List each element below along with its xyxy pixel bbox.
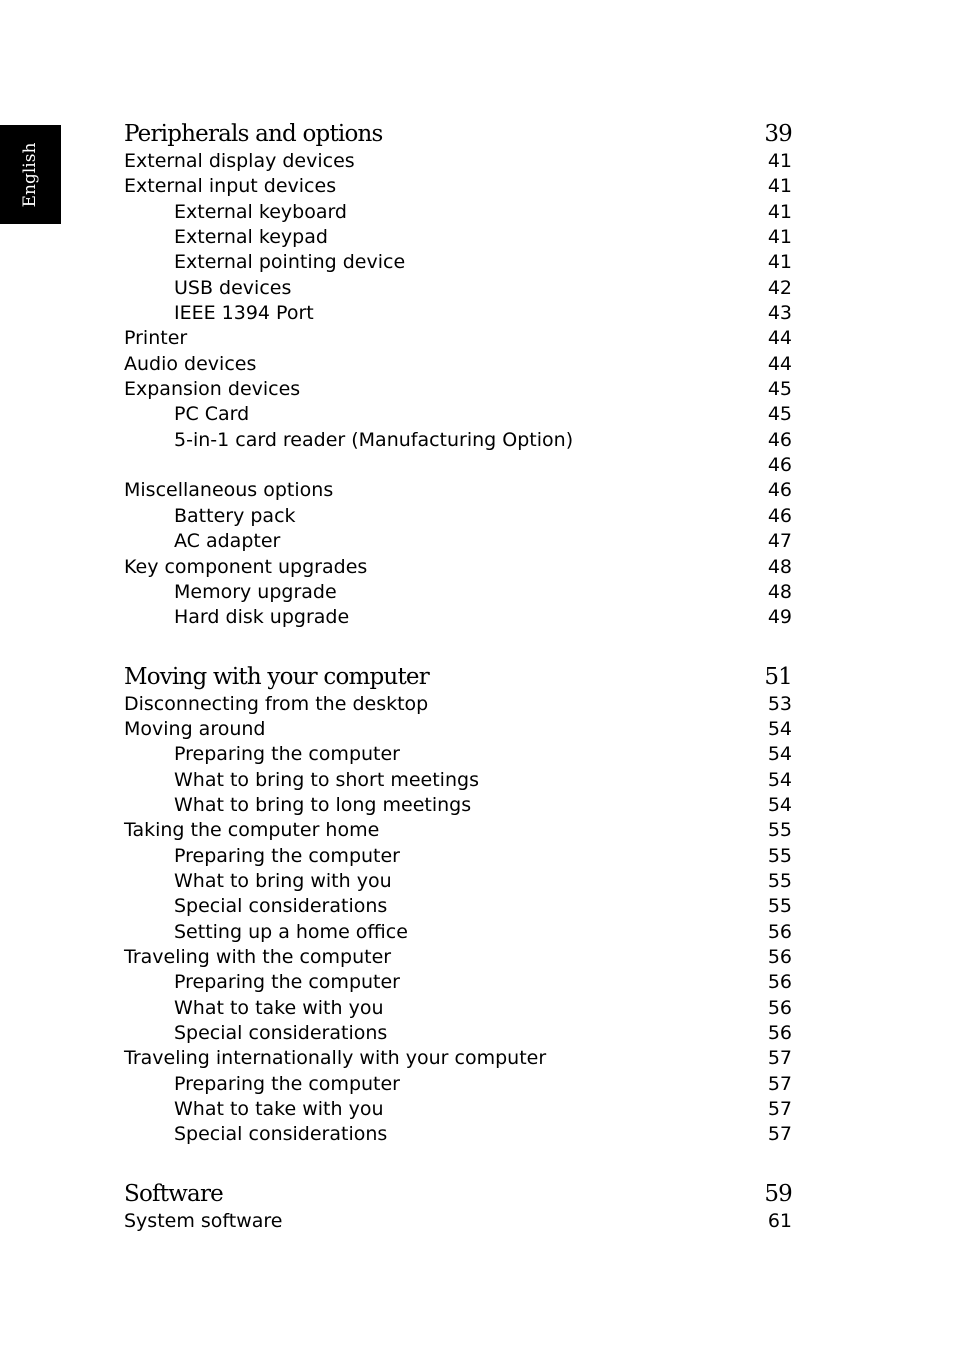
- toc-entry-page: 46: [767, 428, 792, 451]
- toc-entry-title: What to bring with you: [174, 869, 392, 892]
- toc-entry-title: PC Card: [174, 403, 250, 426]
- toc-entry-list: [124, 692, 792, 1148]
- toc-entry[interactable]: [124, 149, 792, 174]
- toc-entry-list: [124, 149, 792, 631]
- toc-entry-page: 61: [767, 1209, 792, 1232]
- section-page-number: 59: [764, 1180, 792, 1207]
- toc-entry-title: External keyboard: [174, 200, 347, 223]
- toc-entry-title: What to bring to short meetings: [174, 768, 479, 791]
- toc-entry-page: 54: [767, 717, 792, 740]
- toc-section: [124, 1179, 792, 1234]
- toc-entry-title: 5-in-1 card reader (Manufacturing Option): [174, 428, 574, 451]
- section-heading[interactable]: [124, 662, 792, 692]
- toc-entry-title: Key component upgrades: [124, 555, 368, 578]
- toc-entry-page: 56: [767, 996, 792, 1019]
- toc-entry[interactable]: [124, 692, 792, 717]
- toc-entry-page: 41: [767, 150, 792, 172]
- toc-entry[interactable]: [124, 555, 792, 580]
- toc-entry-page: 46: [767, 454, 792, 477]
- toc-entry[interactable]: [124, 970, 792, 995]
- toc-entry-page: 56: [767, 1022, 792, 1044]
- toc-entry-title: Printer: [124, 327, 188, 350]
- toc-entry[interactable]: [124, 200, 792, 225]
- toc-entry[interactable]: [124, 920, 792, 945]
- toc-entry-title: External display devices: [124, 150, 355, 172]
- toc-entry-page: 54: [767, 768, 792, 791]
- toc-entry-title: Taking the computer home: [124, 819, 380, 842]
- toc-entry[interactable]: [124, 276, 792, 301]
- section-title: Moving with your computer: [124, 663, 429, 690]
- toc-entry[interactable]: [124, 225, 792, 250]
- toc-entry-title: Battery pack: [174, 504, 296, 527]
- toc-entry[interactable]: [124, 742, 792, 767]
- toc-entry[interactable]: [124, 1097, 792, 1122]
- toc-entry-page: 46: [767, 479, 792, 502]
- toc-entry-title: Special considerations: [174, 895, 388, 918]
- toc-entry-title: Special considerations: [174, 1123, 388, 1146]
- toc-entry[interactable]: [124, 793, 792, 818]
- toc-entry-page: 56: [767, 920, 792, 943]
- toc-entry-page: 45: [767, 403, 792, 426]
- toc-entry-title: What to take with you: [174, 996, 384, 1019]
- toc-entry-title: IEEE 1394 Port: [174, 302, 314, 325]
- toc-entry-page: 54: [767, 743, 792, 766]
- toc-entry[interactable]: [124, 768, 792, 793]
- toc-entry-page: 41: [767, 226, 792, 249]
- toc-entry-page: 45: [767, 378, 792, 401]
- toc-entry[interactable]: [124, 377, 792, 402]
- toc-entry-title: External pointing device: [174, 251, 406, 274]
- toc-entry-title: USB devices: [174, 276, 292, 299]
- toc-entry[interactable]: [124, 428, 792, 453]
- toc-entry[interactable]: [124, 1046, 792, 1071]
- section-page-number: 51: [764, 663, 792, 690]
- toc-entry-title: Moving around: [124, 717, 266, 740]
- toc-entry-page: 55: [767, 844, 792, 867]
- toc-entry-title: Disconnecting from the desktop: [124, 692, 429, 715]
- toc-entry-page: 57: [767, 1123, 792, 1146]
- toc-entry-page: 43: [767, 302, 792, 325]
- toc-entry-title: Preparing the computer: [174, 971, 400, 994]
- toc-entry-title: Traveling with the computer: [124, 945, 392, 968]
- toc-entry-title: System software: [124, 1209, 283, 1232]
- toc-entry[interactable]: [124, 894, 792, 919]
- toc-entry[interactable]: [124, 869, 792, 894]
- toc-entry-page: 56: [767, 971, 792, 994]
- toc-section: [124, 662, 792, 1148]
- toc-entry[interactable]: [124, 818, 792, 843]
- toc-entry[interactable]: [124, 996, 792, 1021]
- toc-entry-page: 57: [767, 1047, 792, 1070]
- table-of-contents: [124, 119, 792, 1265]
- section-title: Peripherals and options: [124, 121, 383, 147]
- toc-entry[interactable]: [124, 174, 792, 199]
- section-page-number: 39: [764, 121, 792, 147]
- toc-entry-page: 54: [767, 793, 792, 816]
- toc-entry[interactable]: [124, 352, 792, 377]
- toc-entry-title: Setting up a home office: [174, 920, 408, 943]
- toc-entry[interactable]: [124, 250, 792, 275]
- toc-entry[interactable]: [124, 1209, 792, 1234]
- toc-entry-page: 57: [767, 1072, 792, 1095]
- toc-entry-page: 55: [767, 895, 792, 918]
- toc-entry-page: 44: [767, 327, 792, 350]
- toc-entry[interactable]: [124, 945, 792, 970]
- toc-entry-page: 56: [767, 945, 792, 968]
- toc-entry-title: AC adapter: [174, 530, 281, 553]
- toc-entry-list: [124, 1209, 792, 1234]
- toc-entry-title: External input devices: [124, 175, 337, 198]
- toc-entry[interactable]: [124, 529, 792, 554]
- toc-entry[interactable]: [124, 402, 792, 427]
- toc-section: [124, 119, 792, 631]
- language-tab-label: English: [20, 142, 40, 208]
- toc-entry[interactable]: [124, 453, 792, 478]
- toc-entry-title: Traveling internationally with your computer: [124, 1047, 547, 1070]
- toc-entry[interactable]: [124, 580, 792, 605]
- toc-entry-page: 57: [767, 1098, 792, 1121]
- toc-entry[interactable]: [124, 717, 792, 742]
- toc-entry-title: Special considerations: [174, 1022, 388, 1044]
- toc-entry-page: 53: [767, 692, 792, 715]
- toc-entry[interactable]: [124, 504, 792, 529]
- language-tab: [0, 125, 61, 224]
- toc-entry-title: Preparing the computer: [174, 844, 400, 867]
- toc-entry-page: 42: [767, 276, 792, 299]
- toc-entry-title: Hard disk upgrade: [174, 606, 350, 629]
- toc-entry[interactable]: [124, 1021, 792, 1046]
- toc-entry-page: 41: [767, 200, 792, 223]
- toc-entry[interactable]: [124, 1072, 792, 1097]
- toc-entry-title: External keypad: [174, 226, 328, 249]
- toc-entry[interactable]: [124, 605, 792, 630]
- section-heading[interactable]: [124, 1179, 792, 1209]
- toc-entry-page: 55: [767, 819, 792, 842]
- toc-entry-page: 44: [767, 352, 792, 375]
- toc-entry-title: Memory upgrade: [174, 580, 337, 603]
- toc-entry-page: 48: [767, 580, 792, 603]
- toc-entry-page: 46: [767, 504, 792, 527]
- toc-entry[interactable]: [124, 326, 792, 351]
- toc-entry-page: 48: [767, 555, 792, 578]
- toc-entry-page: 47: [767, 530, 792, 553]
- section-title: Software: [124, 1180, 223, 1207]
- toc-entry[interactable]: [124, 301, 792, 326]
- toc-entry-page: 55: [767, 869, 792, 892]
- section-heading[interactable]: [124, 119, 792, 149]
- toc-entry[interactable]: [124, 844, 792, 869]
- toc-entry-page: 41: [767, 175, 792, 198]
- toc-entry-page: 41: [767, 251, 792, 274]
- toc-entry-title: What to bring to long meetings: [174, 793, 472, 816]
- toc-entry-page: 49: [767, 606, 792, 629]
- toc-entry-title: Expansion devices: [124, 378, 301, 401]
- toc-entry-title: Audio devices: [124, 352, 257, 375]
- toc-entry[interactable]: [124, 1122, 792, 1147]
- toc-entry-title: Miscellaneous options: [124, 479, 334, 502]
- toc-entry-title: Preparing the computer: [174, 743, 400, 766]
- toc-entry-title: What to take with you: [174, 1098, 384, 1121]
- toc-entry-title: Preparing the computer: [174, 1072, 400, 1095]
- toc-entry[interactable]: [124, 478, 792, 503]
